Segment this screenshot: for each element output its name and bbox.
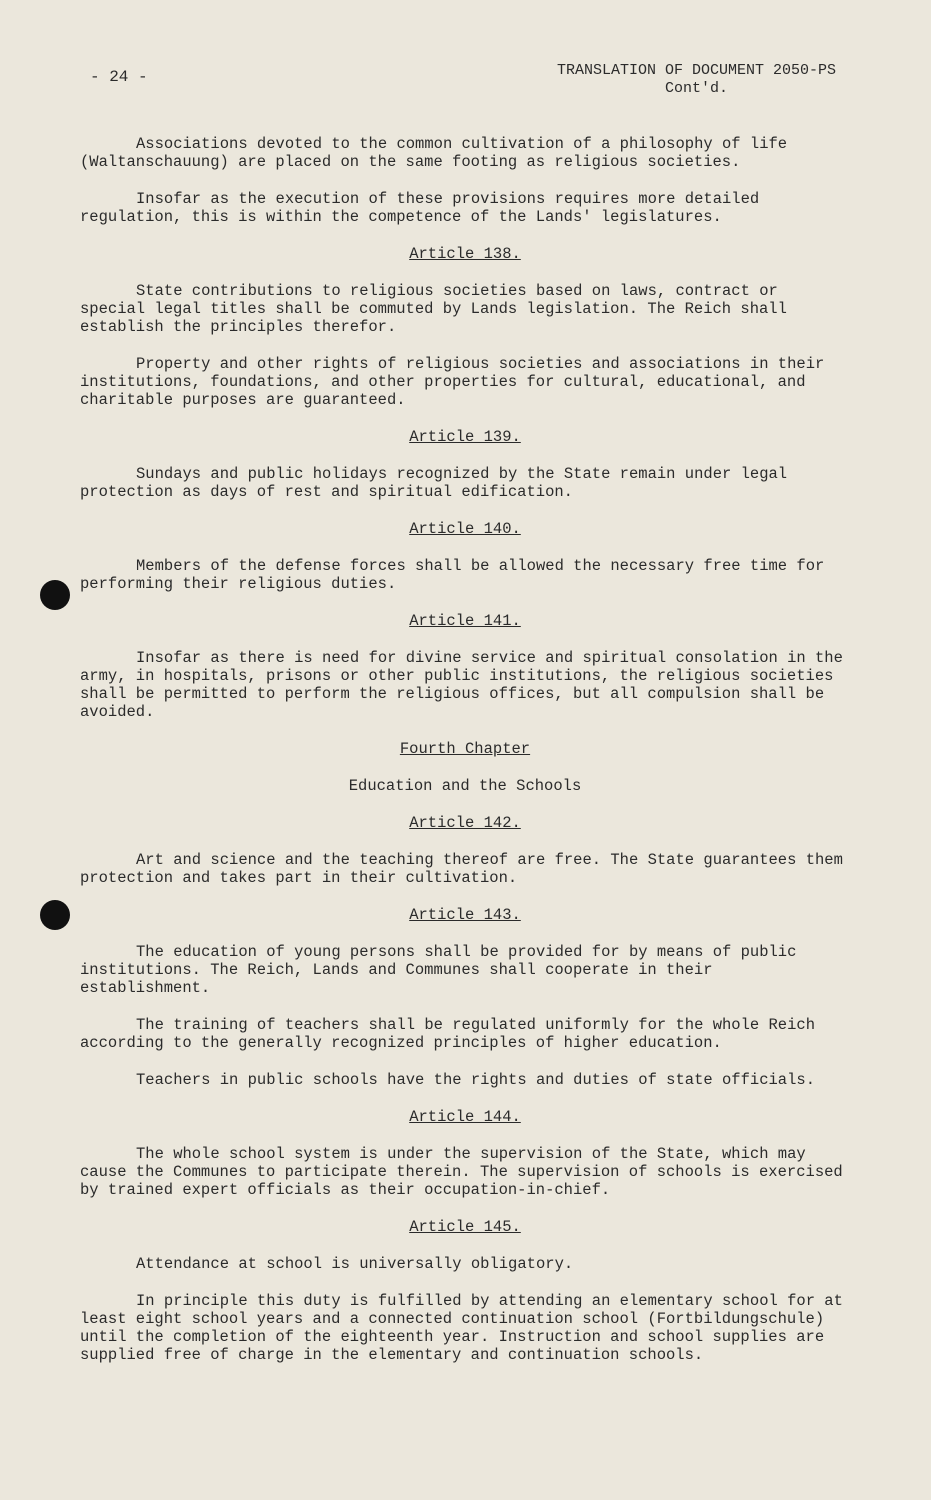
punch-hole	[40, 580, 70, 610]
paragraph: Art and science and the teaching thereof are free. The State guarantees them protection and takes part in their cultivation.	[80, 851, 843, 887]
section-heading: Fourth Chapter	[399, 740, 531, 758]
paragraph: Insofar as the execution of these provisions requires more detailed regulation, this is within the competence of the Lands' legislatures.	[80, 190, 760, 226]
document-header	[557, 62, 836, 98]
paragraph: Associations devoted to the common cultivation of a philosophy of life (Waltanschauung) are placed on the same footing as religious societies.	[80, 135, 788, 171]
section-heading: Article 141.	[409, 612, 521, 630]
section-heading: Article 144.	[409, 1108, 521, 1126]
section-heading: Article 143.	[409, 906, 521, 924]
paragraph: The whole school system is under the supervision of the State, which may cause the Communes to participate therein. The supervision of schools is exercised by trained expert officials as their occupation-in-chief.	[80, 1145, 843, 1199]
paragraph: Sundays and public holidays recognized by the State remain under legal protection as days of rest and spiritual edification.	[80, 465, 788, 501]
paragraph: Teachers in public schools have the rights and duties of state officials.	[136, 1071, 816, 1089]
chapter-subtitle: Education and the Schools	[348, 777, 582, 795]
section-heading: Article 139.	[409, 428, 521, 446]
paragraph: Property and other rights of religious societies and associations in their institutions, foundations, and other properties for cultural, educational, and charitable purposes are guaranteed.	[80, 355, 825, 409]
paragraph: Insofar as there is need for divine service and spiritual consolation in the army, in hospitals, prisons or other public institutions, the religious societies shall be permitted to perform the religious offices, but all compulsion shall be avoided.	[80, 649, 843, 721]
continued-label: Cont'd.	[664, 80, 728, 97]
punch-hole	[40, 900, 70, 930]
paragraph: State contributions to religious societies based on laws, contract or special legal titles shall be commuted by Lands legislation. The Reich shall establish the principles therefor.	[80, 282, 787, 336]
paragraph: In principle this duty is fulfilled by attending an elementary school for at least eight school years and a connected continuation school (Fortbildungschule) until the completion of the eighteenth year. Instruction and school supplies are supplied free of charge in the elementary and continuation schools.	[80, 1292, 843, 1364]
section-heading: Article 140.	[409, 520, 521, 538]
section-heading: Article 142.	[409, 814, 521, 832]
document-body	[80, 135, 850, 1383]
paragraph: Attendance at school is universally obligatory.	[136, 1255, 574, 1273]
section-heading: Article 145.	[409, 1218, 521, 1236]
paragraph: Members of the defense forces shall be allowed the necessary free time for performing their religious duties.	[80, 557, 825, 593]
document-title: TRANSLATION OF DOCUMENT 2050-PS	[556, 62, 836, 79]
paragraph: The training of teachers shall be regulated uniformly for the whole Reich according to the generally recognized principles of higher education.	[80, 1016, 816, 1052]
paragraph: The education of young persons shall be provided for by means of public institutions. The Reich, Lands and Communes shall cooperate in their establishment.	[80, 943, 797, 997]
page-number: - 24 -	[90, 68, 148, 86]
section-heading: Article 138.	[409, 245, 521, 263]
